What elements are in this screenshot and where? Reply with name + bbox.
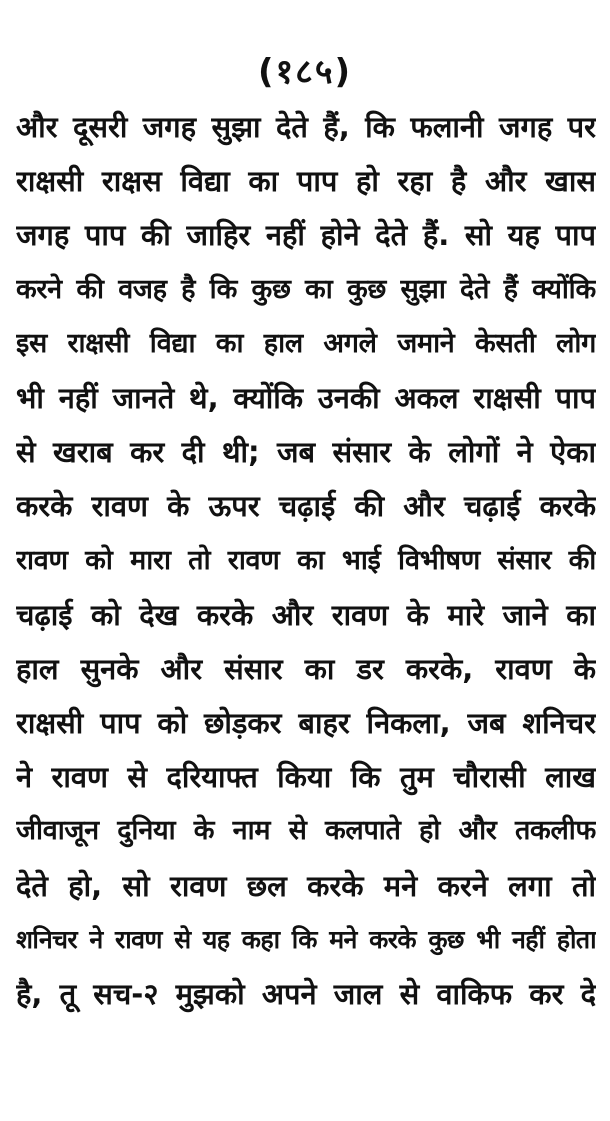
text-line: रावण को मारा तो रावण का भाई विभीषण संसार की	[16, 544, 596, 576]
text-line: जगह पाप की जाहिर नहीं होने देते हैं. सो यह पाप	[16, 218, 596, 253]
body-text	[16, 100, 596, 1021]
text-line: है, तू सच-२ मुझको अपने जाल से वाकिफ कर दे	[16, 977, 596, 1011]
text-line: ने रावण से दरियाफ्त किया कि तुम चौरासी लाख	[16, 760, 596, 795]
page-number: (१८५)	[257, 52, 353, 92]
text-line: करने की वजह है कि कुछ का कुछ सुझा देते हैं क्योंकि	[16, 273, 596, 305]
text-line: शनिचर ने रावण से यह कहा कि मने करके कुछ भी नहीं होता	[16, 924, 596, 954]
text-line: और दूसरी जगह सुझा देते हैं, कि फलानी जगह पर	[16, 110, 596, 144]
text-line: भी नहीं जानते थे, क्योंकि उनकी अकल राक्षसी पाप	[16, 380, 596, 415]
text-line: इस राक्षसी विद्या का हाल अगले जमाने केसती लोग	[16, 327, 596, 359]
text-line: देते हो, सो रावण छल करके मने करने लगा तो	[16, 868, 596, 903]
text-line: चढ़ाई को देख करके और रावण के मारे जाने का	[16, 597, 596, 632]
text-line: हाल सुनके और संसार का डर करके, रावण के	[16, 651, 596, 686]
text-line: जीवाजून दुनिया के नाम से कलपाते हो और तकलीफ	[16, 815, 596, 847]
text-line: करके रावण के ऊपर चढ़ाई की और चढ़ाई करके	[16, 489, 596, 524]
text-line: से खराब कर दी थी; जब संसार के लोगों ने ऐका	[16, 435, 596, 470]
text-line: राक्षसी पाप को छोड़कर बाहर निकला, जब शनिचर	[16, 706, 596, 741]
text-line: राक्षसी राक्षस विद्या का पाप हो रहा है और खास	[16, 164, 596, 199]
